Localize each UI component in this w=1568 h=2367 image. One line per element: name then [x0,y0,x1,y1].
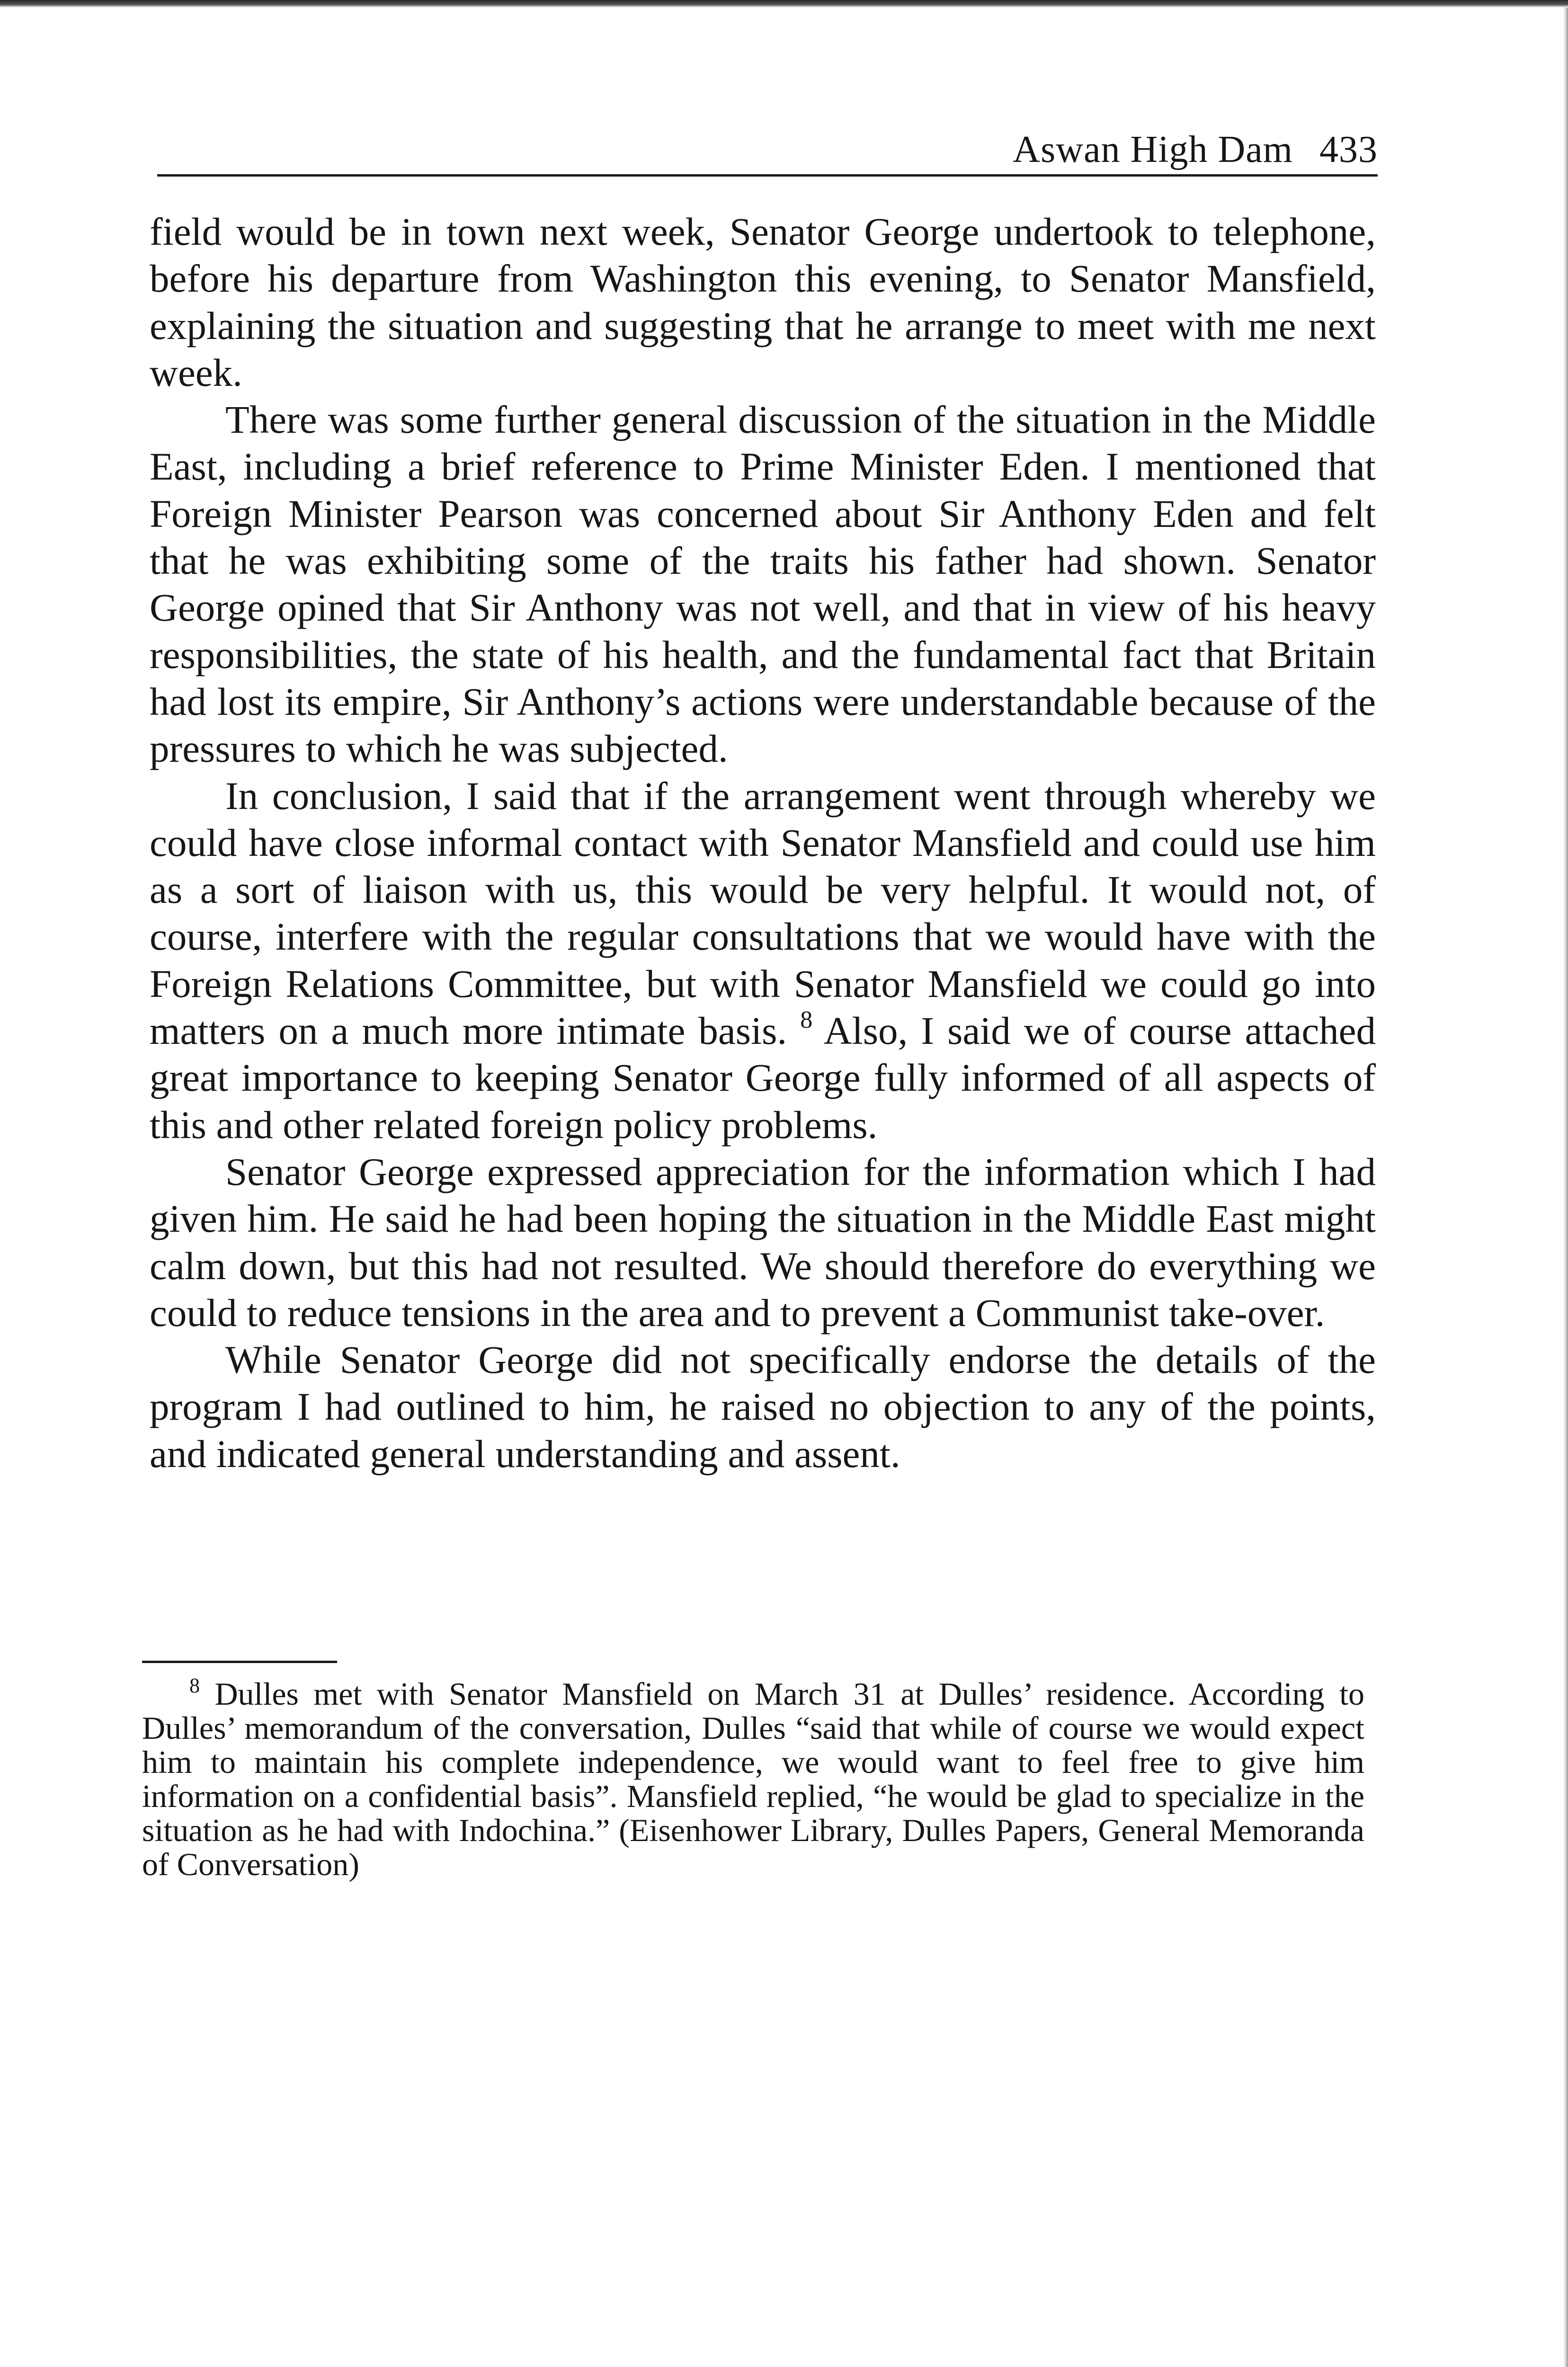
footnotes [142,1674,1365,1882]
page-number: 433 [1319,129,1378,170]
running-head [1013,128,1378,171]
page-header [157,127,1378,177]
paragraph-3-text-before-note: In conclusion, I said that if the arrangement went through whereby we could have close informal contact with Senator Mansfield and could use him as a sort of liaison with us, this would be very helpful. It would not, of course, interfere with the regular consultations that we would have with the Foreign Relations Committee, but with Senator Mansfield we could go into matters on a much more intimate basis. [150,774,1376,1053]
footnote-text: Dulles met with Senator Mansfield on March 31 at Dulles’ residence. According to Dulles’ memorandum of the conversation, Dulles “said that while of course we would expect him to maintain his complete independence, we would want to feel free to give him information on a confidential basis”. Mansfield replied, “he would be glad to specialize in the situation as he had with Indochina.” (Eisenhower Library, Dulles Papers, General Memoranda of Conversation) [142,1676,1365,1882]
page-right-edge [1563,8,1568,2367]
paragraph-3 [150,773,1376,1148]
paragraph-2: There was some further general discussion of the situation in the Middle East, including a brief reference to Prime Minister Eden. I mentioned that Foreign Minister Pearson was concerned about Sir Anthony Eden and felt that he was exhibiting some of the traits his father had shown. Senator George opined that Sir Anthony was not well, and that in view of his heavy responsibilities, the state of his health, and the fundamental fact that Britain had lost its empire, Sir Anthony’s actions were understandable because of the pressures to which he was subjected. [150,398,1376,771]
footnote-divider [142,1661,337,1663]
main-text [150,208,1376,1477]
running-title: Aswan High Dam [1013,129,1293,170]
paragraph-3-text-after-note: Also, I said we of course attached great importance to keeping Senator George fully informed of all aspects of this and other related foreign policy problems. [150,1009,1376,1147]
footnote-8 [142,1674,1365,1882]
page-top-edge [0,0,1568,8]
paragraph-1: field would be in town next week, Senator George undertook to telephone, before his departure from Washington this evening, to Senator Mansfield, explaining the situation and suggesting that he arrange to meet with me next week. [150,210,1376,394]
footnote-number: 8 [189,1674,200,1697]
paragraph-4: Senator George expressed appreciation for the information which I had given him. He said he had been hoping the situation in the Middle East might calm down, but this had not resulted. We should therefore do everything we could to reduce tensions in the area and to prevent a Communist take-over. [150,1149,1376,1335]
footnote-reference-8[interactable]: 8 [800,1006,813,1034]
paragraph-5: While Senator George did not specifically endorse the details of the program I had outlined to him, he raised no objection to any of the points, and indicated general understanding and assent. [150,1338,1376,1476]
